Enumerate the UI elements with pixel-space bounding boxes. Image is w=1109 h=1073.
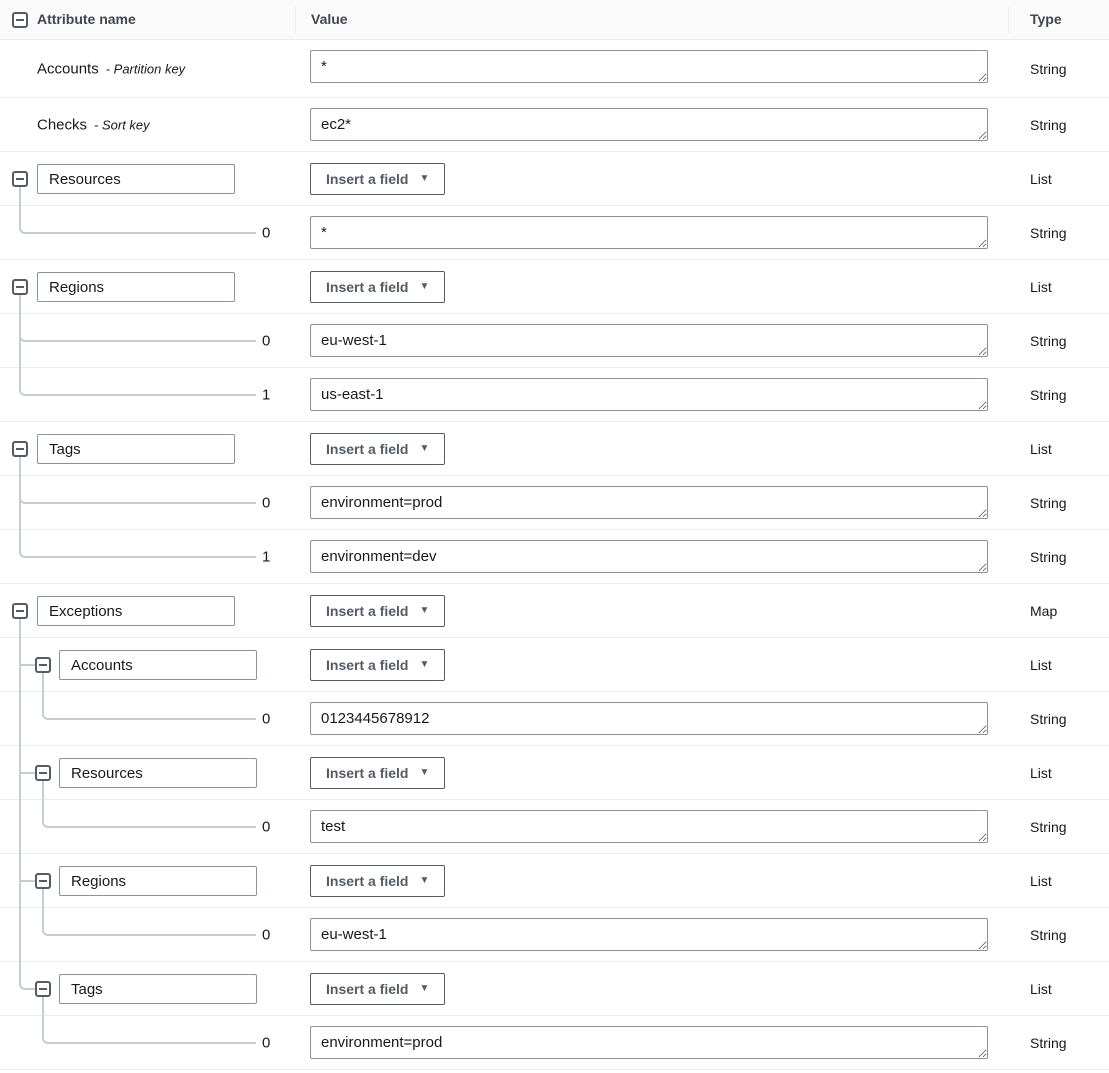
list-index-label: 0: [262, 710, 271, 727]
chevron-down-icon: ▼: [419, 173, 430, 184]
table-row: [0, 476, 1109, 530]
value-cell: [310, 638, 988, 691]
type-label: String: [1030, 710, 1067, 727]
attribute-name-input[interactable]: [59, 650, 257, 680]
value-cell: [310, 746, 988, 799]
value-cell: [310, 206, 988, 259]
attribute-name-cell: [0, 584, 310, 637]
type-cell: [1030, 638, 1052, 691]
value-input[interactable]: [310, 486, 988, 519]
tree-line: [21, 664, 35, 666]
key-attribute-label: [37, 60, 185, 77]
attribute-name-input[interactable]: [37, 164, 235, 194]
table-row: [0, 422, 1109, 476]
type-cell: [1030, 260, 1052, 313]
insert-field-label: Insert a field: [326, 981, 409, 997]
table-row: [0, 368, 1109, 422]
table-row: [0, 530, 1109, 584]
type-label: String: [1030, 1034, 1067, 1051]
table-header: [0, 0, 1109, 40]
list-index-label: 0: [262, 818, 271, 835]
type-cell: [1030, 854, 1052, 907]
table-row: [0, 40, 1109, 98]
attribute-name-input[interactable]: [59, 974, 257, 1004]
attribute-name-input[interactable]: [37, 596, 235, 626]
tree-line: [19, 457, 21, 476]
type-cell: [1030, 746, 1052, 799]
collapse-toggle[interactable]: [12, 441, 28, 457]
chevron-down-icon: ▼: [419, 281, 430, 292]
chevron-down-icon: ▼: [419, 767, 430, 778]
type-cell: [1030, 584, 1057, 637]
type-cell: [1030, 800, 1067, 853]
tree-line: [19, 295, 21, 314]
list-index-label: 0: [262, 224, 271, 241]
type-cell: [1030, 962, 1052, 1015]
type-label: List: [1030, 980, 1052, 997]
type-cell: [1030, 1016, 1067, 1069]
insert-field-label: Insert a field: [326, 603, 409, 619]
table-row: [0, 638, 1109, 692]
type-label: List: [1030, 872, 1052, 889]
table-row: [0, 314, 1109, 368]
attribute-name-input[interactable]: [37, 272, 235, 302]
type-label: String: [1030, 332, 1067, 349]
insert-field-label: Insert a field: [326, 441, 409, 457]
value-cell: [310, 314, 988, 367]
type-label: String: [1030, 116, 1067, 133]
value-input[interactable]: [310, 810, 988, 843]
collapse-toggle[interactable]: [12, 603, 28, 619]
insert-field-label: Insert a field: [326, 279, 409, 295]
tree-line: [19, 692, 21, 746]
type-label: String: [1030, 494, 1067, 511]
tree-line: [42, 781, 44, 800]
value-input[interactable]: [310, 1026, 988, 1059]
value-cell: [310, 692, 988, 745]
collapse-toggle[interactable]: [35, 765, 51, 781]
list-index-label: 0: [262, 926, 271, 943]
collapse-toggle[interactable]: [12, 279, 28, 295]
chevron-down-icon: ▼: [419, 659, 430, 670]
chevron-down-icon: ▼: [419, 875, 430, 886]
column-divider: [1008, 7, 1009, 33]
type-cell: [1030, 476, 1067, 529]
table-row: [0, 260, 1109, 314]
chevron-down-icon: ▼: [419, 443, 430, 454]
insert-field-button[interactable]: [310, 271, 445, 303]
chevron-down-icon: ▼: [419, 605, 430, 616]
insert-field-button[interactable]: [310, 865, 445, 897]
attribute-name: Accounts: [37, 60, 99, 77]
list-index-label: 0: [262, 1034, 271, 1051]
type-label: String: [1030, 60, 1067, 77]
collapse-toggle[interactable]: [12, 171, 28, 187]
attribute-name: Checks: [37, 116, 88, 133]
tree-line: [42, 908, 256, 936]
list-index-label: 0: [262, 332, 271, 349]
value-input[interactable]: [310, 216, 988, 249]
value-input[interactable]: [310, 918, 988, 951]
insert-field-button[interactable]: [310, 973, 445, 1005]
attribute-name-cell: [0, 40, 310, 97]
tree-line: [19, 476, 256, 504]
type-label: String: [1030, 386, 1067, 403]
insert-field-button[interactable]: [310, 649, 445, 681]
tree-line: [42, 889, 44, 908]
attribute-name-column-header: Attribute name: [37, 11, 136, 27]
table-row: [0, 98, 1109, 152]
tree-line: [19, 314, 256, 342]
insert-field-button[interactable]: [310, 595, 445, 627]
type-cell: [1030, 422, 1052, 475]
value-input[interactable]: [310, 378, 988, 411]
tree-line: [19, 800, 21, 854]
insert-field-label: Insert a field: [326, 171, 409, 187]
value-cell: [310, 962, 988, 1015]
chevron-down-icon: ▼: [419, 983, 430, 994]
type-label: String: [1030, 818, 1067, 835]
value-cell: [310, 530, 988, 583]
type-label: String: [1030, 224, 1067, 241]
type-cell: [1030, 908, 1067, 961]
attribute-name-input[interactable]: [59, 758, 257, 788]
type-label: List: [1030, 656, 1052, 673]
value-cell: [310, 800, 988, 853]
value-cell: [310, 476, 988, 529]
tree-line: [19, 206, 256, 234]
tree-line: [42, 800, 256, 828]
table-row: [0, 152, 1109, 206]
insert-field-button[interactable]: [310, 163, 445, 195]
insert-field-button[interactable]: [310, 757, 445, 789]
attribute-name-cell: [0, 422, 310, 475]
collapse-toggle[interactable]: [35, 657, 51, 673]
table-row: [0, 800, 1109, 854]
type-cell: [1030, 692, 1067, 745]
key-attribute-label: [37, 116, 150, 133]
collapse-all-toggle[interactable]: [12, 12, 28, 28]
tree-line: [19, 962, 35, 990]
type-label: String: [1030, 926, 1067, 943]
tree-line: [19, 187, 21, 206]
type-label: List: [1030, 440, 1052, 457]
table-row: [0, 584, 1109, 638]
tree-line: [19, 368, 256, 396]
type-cell: [1030, 98, 1067, 151]
tree-line: [42, 997, 44, 1016]
value-cell: [310, 1016, 988, 1069]
type-label: Map: [1030, 602, 1058, 619]
type-cell: [1030, 206, 1067, 259]
value-cell: [310, 152, 988, 205]
type-cell: [1030, 40, 1067, 97]
table-row: [0, 206, 1109, 260]
key-type-label: - Sort key: [94, 117, 150, 132]
tree-line: [42, 692, 256, 720]
list-index-label: 0: [262, 494, 271, 511]
collapse-toggle[interactable]: [35, 981, 51, 997]
list-index-label: 1: [262, 386, 271, 403]
value-input[interactable]: [310, 540, 988, 573]
type-label: List: [1030, 278, 1052, 295]
tree-line: [21, 880, 35, 882]
value-cell: [310, 854, 988, 907]
value-cell: [310, 260, 988, 313]
table-row: [0, 854, 1109, 908]
type-column-header: Type: [1030, 11, 1062, 27]
tree-line: [21, 772, 35, 774]
type-label: List: [1030, 764, 1052, 781]
attribute-name-cell: [0, 98, 310, 151]
value-cell: [310, 40, 988, 97]
table-row: [0, 746, 1109, 800]
attribute-name-input[interactable]: [59, 866, 257, 896]
type-label: List: [1030, 170, 1052, 187]
tree-line: [19, 530, 256, 558]
value-cell: [310, 584, 988, 637]
insert-field-label: Insert a field: [326, 657, 409, 673]
type-cell: [1030, 530, 1067, 583]
value-cell: [310, 368, 988, 421]
type-cell: [1030, 152, 1052, 205]
insert-field-button[interactable]: [310, 433, 445, 465]
list-index-label: 1: [262, 548, 271, 565]
insert-field-label: Insert a field: [326, 873, 409, 889]
type-cell: [1030, 314, 1067, 367]
attribute-name-cell: [0, 260, 310, 313]
value-cell: [310, 98, 988, 151]
table-row: [0, 1016, 1109, 1070]
tree-line: [19, 908, 21, 962]
value-input[interactable]: [310, 50, 988, 83]
table-row: [0, 962, 1109, 1016]
column-divider: [295, 7, 296, 33]
type-cell: [1030, 368, 1067, 421]
tree-line: [19, 619, 21, 638]
value-input[interactable]: [310, 702, 988, 735]
tree-line: [42, 1016, 256, 1044]
attribute-name-input[interactable]: [37, 434, 235, 464]
insert-field-label: Insert a field: [326, 765, 409, 781]
value-cell: [310, 908, 988, 961]
table-row: [0, 908, 1109, 962]
collapse-toggle[interactable]: [35, 873, 51, 889]
value-column-header: Value: [311, 11, 348, 27]
value-input[interactable]: [310, 324, 988, 357]
key-type-label: - Partition key: [105, 61, 186, 76]
value-input[interactable]: [310, 108, 988, 141]
type-label: String: [1030, 548, 1067, 565]
value-cell: [310, 422, 988, 475]
table-row: [0, 692, 1109, 746]
attribute-name-cell: [0, 152, 310, 205]
tree-line: [42, 673, 44, 692]
